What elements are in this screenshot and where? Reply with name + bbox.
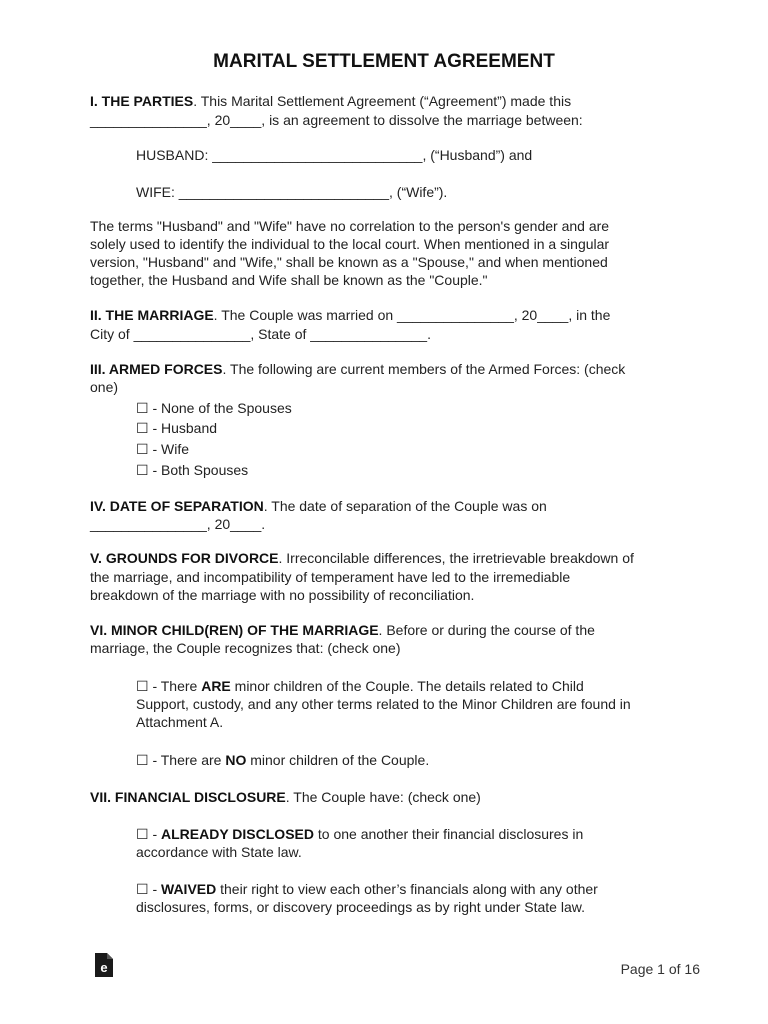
grounds-heading: V. GROUNDS FOR DIVORCE	[90, 550, 279, 566]
terms-line-3: version, "Husband" and "Wife," shall be known as a "Spouse," and when mentioned	[90, 254, 608, 270]
armed-forces-option-none[interactable]: ☐ - None of the Spouses	[136, 400, 292, 416]
armed-forces-option-husband[interactable]: ☐ - Husband	[136, 420, 218, 436]
marriage-heading: II. THE MARRIAGE	[90, 307, 214, 323]
parties-heading: I. THE PARTIES	[90, 93, 194, 109]
financial-option-waived[interactable]: ☐ - WAIVED their right to view each other’s financials along with any other	[136, 881, 598, 897]
children-heading: VI. MINOR CHILD(REN) OF THE MARRIAGE	[90, 622, 379, 638]
children-option-no[interactable]: ☐ - There are NO minor children of the Couple.	[136, 752, 430, 768]
grounds-line-3: breakdown of the marriage with no possibility of reconciliation.	[90, 587, 475, 603]
marriage-line-1: II. THE MARRIAGE. The Couple was married on _______________, 20____, in the	[90, 307, 611, 323]
separation-line-1: IV. DATE OF SEPARATION. The date of separation of the Couple was on	[90, 498, 547, 514]
armed-forces-option-wife[interactable]: ☐ - Wife	[136, 441, 189, 457]
children-option-are[interactable]: ☐ - There ARE minor children of the Couple. The details related to Child	[136, 678, 584, 694]
armed-forces-line-2: one)	[90, 379, 119, 395]
document-title: MARITAL SETTLEMENT AGREEMENT	[213, 51, 555, 72]
husband-line: HUSBAND: ___________________________, (“Husband”) and	[136, 147, 533, 163]
wife-line: WIFE: ___________________________, (“Wife”).	[136, 184, 448, 200]
parties-line-2: _______________, 20____, is an agreement to dissolve the marriage between:	[90, 112, 583, 128]
terms-line-4: together, the Husband and Wife shall be known as the "Couple."	[90, 272, 488, 288]
armed-forces-line-1: III. ARMED FORCES. The following are current members of the Armed Forces: (check	[90, 361, 626, 377]
marriage-line-2: City of _______________, State of _______________.	[90, 326, 431, 342]
children-line-2: marriage, the Couple recognizes that: (check one)	[90, 640, 401, 656]
financial-option-disclosed[interactable]: ☐ - ALREADY DISCLOSED to one another their financial disclosures in	[136, 826, 584, 842]
parties-line-1: I. THE PARTIES. This Marital Settlement Agreement (“Agreement”) made this	[90, 93, 572, 109]
financial-line-1: VII. FINANCIAL DISCLOSURE. The Couple have: (check one)	[90, 789, 481, 805]
separation-heading: IV. DATE OF SEPARATION	[90, 498, 264, 514]
grounds-line-1: V. GROUNDS FOR DIVORCE. Irreconcilable differences, the irretrievable breakdown of	[90, 550, 634, 566]
financial-option-disclosed-line-2: accordance with State law.	[136, 844, 302, 860]
children-option-are-line-2: Support, custody, and any other terms related to the Minor Children are found in	[136, 696, 631, 712]
armed-forces-option-both[interactable]: ☐ - Both Spouses	[136, 462, 249, 478]
grounds-line-2: the marriage, and incompatibility of temperament have led to the irremediable	[90, 569, 571, 585]
financial-option-waived-line-2: disclosures, forms, or discovery proceedings as by right under State law.	[136, 899, 585, 915]
financial-heading: VII. FINANCIAL DISCLOSURE	[90, 789, 286, 805]
terms-line-1: The terms "Husband" and "Wife" have no correlation to the person's gender and are	[90, 218, 610, 234]
children-line-1: VI. MINOR CHILD(REN) OF THE MARRIAGE. Before or during the course of the	[90, 622, 595, 638]
page-number: Page 1 of 16	[620, 961, 700, 977]
children-option-are-line-3: Attachment A.	[136, 714, 224, 730]
svg-text:e: e	[100, 960, 108, 975]
terms-line-2: solely used to identify the individual to the local court. When mentioned in a singular	[90, 236, 610, 252]
separation-line-2: _______________, 20____.	[90, 516, 266, 532]
armed-forces-heading: III. ARMED FORCES	[90, 361, 223, 377]
eforms-logo-icon	[93, 952, 115, 978]
